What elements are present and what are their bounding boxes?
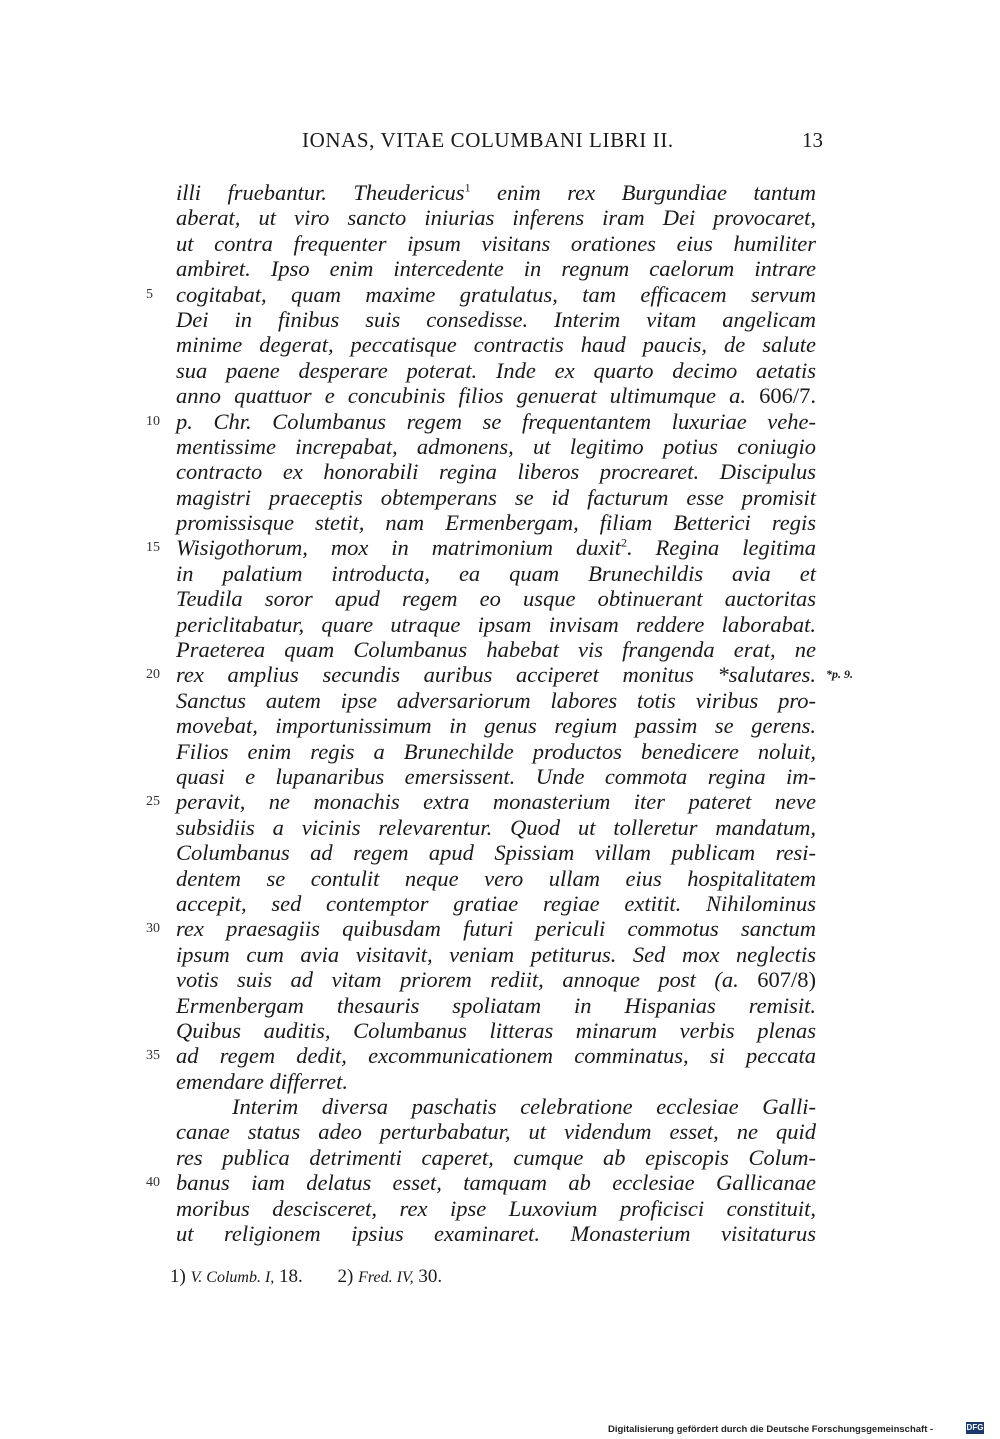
line-text: illi fruebantur. Theudericus	[176, 180, 465, 205]
text-line	[176, 688, 816, 713]
footnote-reference: 1	[464, 180, 471, 195]
line-number: 25	[146, 794, 160, 810]
line-text: accepit, sed contemptor gratiae regiae extitit. Nihilominus	[176, 890, 816, 916]
text-line	[176, 586, 816, 611]
footnote-2: 2) Fred. IV, 30.	[337, 1266, 443, 1287]
dfg-logo-icon: DFG	[966, 1423, 984, 1432]
line-text: ut contra frequenter ipsum visitans orationes eius humiliter	[176, 230, 816, 256]
line-text: sua paene desperare poterat. Inde ex quarto decimo aetatis	[176, 357, 816, 383]
line-text: votis suis ad vitam priorem rediit, annoque post (a.	[176, 967, 758, 993]
line-text: rex praesagiis quibusdam futuri periculi commotus sanctum	[176, 916, 816, 942]
text-line	[176, 231, 816, 256]
line-text: canae status adeo perturbabatur, ut videndum esset, ne quid	[176, 1119, 816, 1145]
text-line	[176, 612, 816, 637]
text-line	[176, 205, 816, 230]
text-line	[176, 332, 816, 357]
text-line	[176, 383, 816, 408]
text-line	[176, 764, 816, 789]
text-line	[176, 840, 816, 865]
text-line	[176, 993, 816, 1018]
line-text-continued: enim rex Burgundiae tantum	[470, 180, 816, 205]
footnote-reference: 2	[620, 535, 627, 550]
text-line	[176, 713, 816, 738]
line-text: Wisigothorum, mox in matrimonium duxit	[176, 535, 621, 561]
text-line	[146, 535, 816, 561]
text-line	[146, 662, 853, 688]
line-text: minime degerat, peccatisque contractis haud paucis, de salute	[176, 332, 816, 358]
text-line	[176, 815, 816, 840]
line-text: ambiret. Ipso enim intercedente in regnum caelorum intrare	[176, 256, 816, 282]
line-text: Filios enim regis a Brunechilde productos benedicere noluit,	[176, 738, 816, 764]
line-text: rex amplius secundis auribus acciperet monitus *salutares.	[176, 662, 816, 688]
line-number: 10	[146, 413, 160, 429]
footnote-1: 1) V. Columb. I, 18.	[170, 1266, 303, 1287]
line-text: Dei in finibus suis consedisse. Interim vitam angelicam	[176, 306, 816, 332]
text-line	[176, 434, 816, 459]
line-number: 35	[146, 1048, 160, 1064]
line-text: res publica detrimenti caperet, cumque ab episcopis Colum-	[176, 1144, 816, 1170]
line-text: Sanctus autem ipse adversariorum labores totis viribus pro-	[176, 687, 816, 713]
line-text: mentissime increpabat, admonens, ut legitimo potius coniugio	[176, 433, 816, 459]
footnotes	[170, 1266, 472, 1288]
text-line	[176, 256, 816, 281]
text-line	[176, 307, 816, 332]
line-number: 5	[146, 286, 153, 302]
margin-page-note: *p. 9.	[826, 667, 853, 682]
text-line	[176, 510, 816, 535]
text-line	[176, 1196, 816, 1221]
text-line	[176, 967, 816, 992]
line-text: emendare differret.	[176, 1068, 349, 1094]
line-text: p. Chr. Columbanus regem se frequentantem luxuriae vehe-	[176, 408, 816, 434]
line-text: magistri praeceptis obtemperans se id facturum esse promisit	[176, 484, 816, 510]
line-text: promissisque stetit, nam Ermenbergam, filiam Betterici regis	[176, 510, 816, 536]
text-line	[146, 1170, 816, 1196]
date-text: 606/7.	[759, 383, 816, 409]
text-line	[176, 561, 816, 586]
line-text: subsidiis a vicinis relevarentur. Quod ut tolleretur mandatum,	[176, 814, 816, 840]
body-text	[146, 180, 853, 1247]
text-line	[146, 408, 816, 434]
line-text: banus iam delatus esset, tamquam ab ecclesiae Gallicanae	[176, 1170, 816, 1196]
line-number: 40	[146, 1175, 160, 1191]
line-number: 15	[146, 540, 160, 556]
text-line	[176, 866, 816, 891]
line-text: dentem se contulit neque vero ullam eius hospitalitatem	[176, 865, 816, 891]
line-text-continued: . Regina legitima	[626, 535, 816, 561]
text-line	[146, 789, 816, 815]
footer-credit: Digitalisierung gefördert durch die Deutsche Forschungsgemeinschaft -	[608, 1424, 934, 1435]
text-line	[176, 1069, 816, 1094]
text-line	[176, 180, 816, 205]
line-text: periclitabatur, quare utraque ipsam invisam reddere laborabat.	[176, 611, 816, 637]
line-number: 20	[146, 667, 160, 683]
text-line	[176, 459, 816, 484]
line-text: Columbanus ad regem apud Spissiam villam publicam resi-	[176, 840, 816, 866]
text-line	[176, 1221, 816, 1246]
text-line	[176, 1094, 816, 1119]
text-line	[176, 485, 816, 510]
line-text: Teudila soror apud regem eo usque obtinuerant auctoritas	[176, 586, 816, 612]
line-text: peravit, ne monachis extra monasterium iter pateret neve	[176, 789, 816, 815]
line-text: quasi e lupanaribus emersissent. Unde commota regina im-	[176, 763, 816, 789]
line-text: ut religionem ipsius examinaret. Monasterium visitaturus	[176, 1221, 816, 1247]
text-line	[176, 1018, 816, 1043]
text-line	[146, 281, 816, 307]
text-line	[176, 1145, 816, 1170]
running-title: IONAS, VITAE COLUMBANI LIBRI II.	[302, 128, 674, 152]
text-line	[176, 637, 816, 662]
line-text: contracto ex honorabili regina liberos procrearet. Discipulus	[176, 459, 816, 485]
line-text: aberat, ut viro sancto iniurias inferens iram Dei provocaret,	[176, 205, 816, 231]
page-number: 13	[802, 128, 823, 152]
line-text: moribus descisceret, rex ipse Luxovium proficisci constituit,	[176, 1195, 816, 1221]
line-text: Interim diversa paschatis celebratione ecclesiae Galli-	[232, 1094, 816, 1120]
text-line	[176, 1119, 816, 1144]
text-line	[176, 739, 816, 764]
line-text: Quibus auditis, Columbanus litteras minarum verbis plenas	[176, 1017, 816, 1043]
text-line	[176, 942, 816, 967]
line-text: ipsum cum avia visitavit, veniam petiturus. Sed mox neglectis	[176, 941, 816, 967]
text-line	[176, 358, 816, 383]
line-text: ad regem dedit, excommunicationem comminatus, si peccata	[176, 1043, 816, 1069]
line-number: 30	[146, 921, 160, 937]
text-line	[146, 1043, 816, 1069]
line-text: anno quattuor e concubinis filios genuerat ultimumque a.	[176, 383, 760, 409]
line-text: Ermenbergam thesauris spoliatam in Hispanias remisit.	[176, 992, 816, 1018]
line-text: in palatium introducta, ea quam Brunechildis avia et	[176, 560, 816, 586]
line-text: movebat, importunissimum in genus regium passim se gerens.	[176, 713, 816, 739]
text-line	[146, 916, 816, 942]
line-text: Praeterea quam Columbanus habebat vis frangenda erat, ne	[176, 637, 816, 663]
text-line	[176, 891, 816, 916]
line-text: cogitabat, quam maxime gratulatus, tam efficacem servum	[176, 281, 816, 307]
date-text: 607/8)	[757, 967, 816, 993]
